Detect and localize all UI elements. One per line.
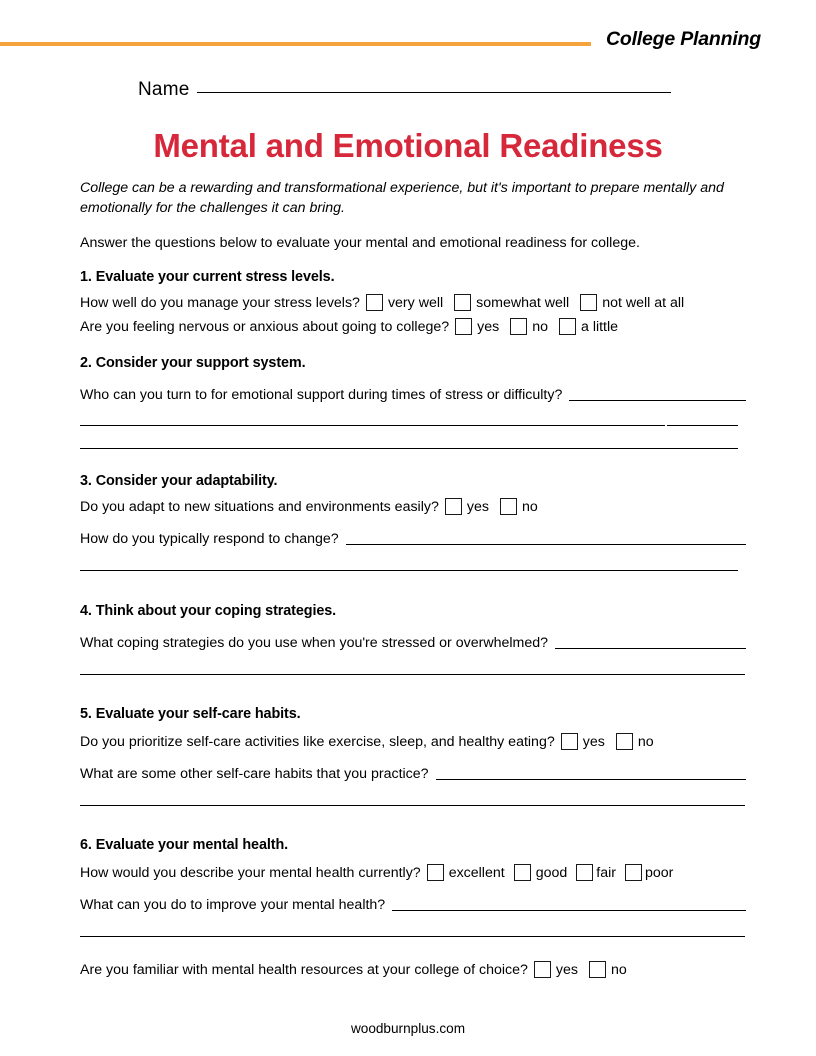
question-5-row-2	[80, 766, 746, 782]
question-2	[80, 355, 746, 449]
question-3-row-1-prompt: Do you adapt to new situations and environments easily?	[80, 498, 439, 515]
answer-line-segment[interactable]	[667, 425, 738, 426]
question-3-heading: 3. Consider your adaptability.	[80, 473, 278, 490]
checkbox-icon[interactable]	[510, 318, 527, 335]
answer-line[interactable]	[569, 400, 746, 401]
checkbox-icon[interactable]	[576, 864, 593, 881]
header-title: College Planning	[606, 28, 761, 50]
question-2-row-1	[80, 387, 746, 403]
answer-line[interactable]	[80, 570, 738, 571]
checkbox-icon[interactable]	[580, 294, 597, 311]
question-3-row-1-option-yes[interactable]	[445, 498, 489, 515]
question-3-row-1	[80, 498, 746, 515]
question-1-row-2	[80, 318, 746, 335]
question-3-row-2	[80, 531, 746, 547]
question-5-row-2-prompt: What are some other self-care habits that you practice?	[80, 766, 429, 783]
final-question-option-no[interactable]	[589, 961, 627, 978]
name-input-line[interactable]	[197, 92, 671, 93]
answer-line[interactable]	[555, 648, 746, 649]
question-1-row-2-option-no[interactable]	[510, 318, 548, 335]
checkbox-icon[interactable]	[514, 864, 531, 881]
footer-site-name: woodburnplus.com	[350, 1021, 466, 1036]
question-1-heading: 1. Evaluate your current stress levels.	[80, 269, 335, 286]
answer-line[interactable]	[436, 779, 746, 780]
checkbox-icon[interactable]	[534, 961, 551, 978]
answer-line[interactable]	[80, 674, 745, 675]
option-label: very well	[387, 294, 444, 311]
option-label: fair	[596, 864, 616, 881]
question-5-row-1-option-yes[interactable]	[561, 733, 605, 750]
question-1-row-2-option-yes[interactable]	[455, 318, 499, 335]
question-1-row-1-prompt: How well do you manage your stress levels?	[80, 294, 360, 311]
question-5	[80, 706, 746, 806]
final-question-prompt: Are you familiar with mental health resources at your college of choice?	[80, 961, 528, 978]
option-label: yes	[582, 733, 605, 750]
question-6-row-2-prompt: What can you do to improve your mental health?	[80, 897, 386, 914]
option-label: not well at all	[602, 294, 685, 311]
question-1-row-2-prompt: Are you feeling nervous or anxious about going to college?	[80, 318, 450, 335]
question-6-row-1	[80, 864, 746, 881]
option-label: no	[611, 961, 627, 978]
question-2-heading: 2. Consider your support system.	[80, 355, 306, 372]
question-5-row-1-option-no[interactable]	[616, 733, 654, 750]
question-2-row-1-prompt: Who can you turn to for emotional support during times of stress or difficulty?	[80, 387, 563, 404]
checkbox-icon[interactable]	[445, 498, 462, 515]
question-1-row-1	[80, 294, 746, 311]
checkbox-icon[interactable]	[561, 733, 578, 750]
question-1	[80, 269, 746, 335]
checkbox-icon[interactable]	[455, 318, 472, 335]
option-label: no	[532, 318, 548, 335]
question-4-row-1	[80, 635, 746, 651]
option-label: somewhat well	[476, 294, 570, 311]
question-4	[80, 603, 746, 675]
option-label: yes	[555, 961, 578, 978]
question-6-row-2	[80, 897, 746, 913]
checkbox-icon[interactable]	[559, 318, 576, 335]
answer-line[interactable]	[80, 936, 745, 937]
page-title: Mental and Emotional Readiness	[153, 127, 663, 164]
name-label: Name	[138, 79, 190, 100]
page-header	[0, 28, 816, 62]
question-4-heading: 4. Think about your coping strategies.	[80, 603, 337, 620]
question-6-row-1-prompt: How would you describe your mental health currently?	[80, 864, 421, 881]
answer-line[interactable]	[392, 910, 746, 911]
question-6-row-1-option-fair[interactable]	[576, 864, 616, 881]
question-6-row-1-option-good[interactable]	[514, 864, 568, 881]
option-label: poor	[644, 864, 674, 881]
option-label: yes	[466, 498, 489, 515]
question-1-row-1-option-very-well[interactable]	[366, 294, 443, 311]
footer	[0, 1021, 816, 1036]
option-label: good	[535, 864, 568, 881]
checkbox-icon[interactable]	[454, 294, 471, 311]
answer-line[interactable]	[346, 544, 746, 545]
option-label: yes	[477, 318, 500, 335]
question-6	[80, 837, 746, 937]
checkbox-icon[interactable]	[589, 961, 606, 978]
answer-line-segment[interactable]	[80, 425, 665, 426]
answer-line[interactable]	[80, 448, 738, 449]
instruction-paragraph: Answer the questions below to evaluate your mental and emotional readiness for college.	[80, 235, 640, 252]
question-3-row-1-option-no[interactable]	[500, 498, 538, 515]
question-1-row-1-option-somewhat-well[interactable]	[454, 294, 569, 311]
checkbox-icon[interactable]	[427, 864, 444, 881]
checkbox-icon[interactable]	[616, 733, 633, 750]
intro-paragraph: College can be a rewarding and transformational experience, but it's important to prepare mentally and emotionally for the challenges it can bring.	[80, 180, 724, 217]
worksheet-body	[80, 178, 746, 978]
checkbox-icon[interactable]	[500, 498, 517, 515]
question-1-row-1-option-not-well-at-all[interactable]	[580, 294, 684, 311]
option-label: no	[637, 733, 654, 750]
question-6-heading: 6. Evaluate your mental health.	[80, 837, 289, 854]
question-6-row-1-option-excellent[interactable]	[427, 864, 505, 881]
final-question	[80, 961, 746, 978]
final-question-option-yes[interactable]	[534, 961, 578, 978]
option-label: a little	[580, 318, 619, 335]
question-5-heading: 5. Evaluate your self-care habits.	[80, 706, 301, 723]
question-5-row-1-prompt: Do you prioritize self-care activities like exercise, sleep, and healthy eating?	[80, 733, 555, 750]
name-field[interactable]	[138, 79, 671, 101]
checkbox-icon[interactable]	[366, 294, 383, 311]
question-5-row-1	[80, 733, 746, 750]
answer-line[interactable]	[80, 805, 745, 806]
question-6-row-1-option-poor[interactable]	[625, 864, 673, 881]
header-orange-rule	[0, 42, 591, 46]
question-1-row-2-option-a-little[interactable]	[559, 318, 618, 335]
question-3	[80, 473, 746, 571]
option-label: excellent	[448, 864, 505, 881]
question-4-row-1-prompt: What coping strategies do you use when you're stressed or overwhelmed?	[80, 635, 548, 652]
option-label: no	[521, 498, 538, 515]
checkbox-icon[interactable]	[625, 864, 642, 881]
question-3-row-2-prompt: How do you typically respond to change?	[80, 531, 339, 548]
